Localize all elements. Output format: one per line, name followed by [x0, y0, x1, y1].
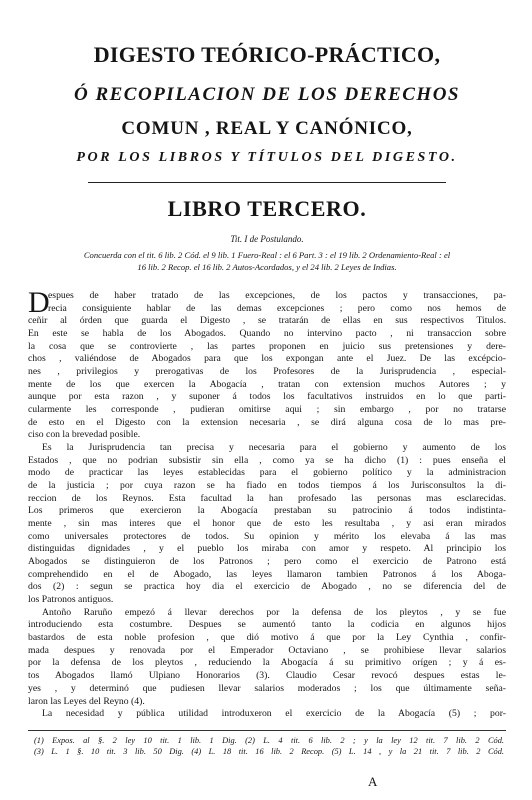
body-line: ciso con la brevedad posible. — [28, 429, 141, 441]
body-line: por la defensa de los pleytos , reduciendo la Abogacía á su primitivo orígen ; y á es- — [28, 657, 506, 669]
body-line: Antoño Raruño empezó á llevar derechos por la defensa de los pleytos , y se fue — [42, 606, 506, 618]
concordance-line: 16 lib. 2 Recop. el 16 lib. 2 Autos-Acordados, y el 24 lib. 2 Leyes de Indias. — [137, 262, 397, 272]
body-line: espues de haber tratado de las excepciones, de los pactos y transacciones, pa- — [48, 290, 506, 301]
body-text — [28, 286, 506, 721]
body-line: distinguidas dignidades , y el pueblo los miraba con amor y respeto. Al principio los — [28, 543, 506, 555]
body-line: Estados , que no podrian subsistir sin ella , como ya se ha dicho (1) : pues enseña el — [28, 454, 506, 466]
body-line: reccion de los Reynos. Esta facultad la han profesado las personas mas esclarecidas. — [28, 492, 506, 504]
concordance — [30, 249, 504, 273]
body-line: tos Abogados llamó Ulpiano Honorarios (3). Claudio Cesar revocó despues estas le- — [28, 670, 506, 682]
body-line: Es la Jurisprudencia tan precisa y necesaria para el gobierno y aumento de los — [42, 442, 506, 454]
body-line: mente , sin mas interes que el honor que de esto les resultaba , y asi eran mirados — [28, 518, 506, 530]
body-line: la cosa que se controvierte , las partes proponen en juicio sus pretensiones y dere- — [28, 340, 506, 352]
body-line: laron las Leyes del Reyno (4). — [28, 695, 145, 707]
body-line: dos (2) : segun se practica hoy dia el exercicio de Abogado , no se diferencia del de — [28, 581, 506, 593]
body-line: nes , privilegios y prerogativas de los Profesores de la Jurisprudencia , especial- — [28, 366, 506, 378]
body-line: introduciendo esta costumbre. Despues se aumentó tanto la codicia en algunos hijos — [28, 619, 506, 631]
body-line: chos , valiéndose de Abogados para que los expongan ante el Juez. De las excépcio- — [28, 353, 506, 365]
drop-cap: D — [28, 286, 50, 319]
footnote-divider — [28, 730, 506, 731]
title-divider — [88, 182, 446, 183]
title-line-2: Ó RECOPILACION DE LOS DERECHOS — [73, 84, 461, 105]
title-line-1: DIGESTO TEÓRICO-PRÁCTICO, — [93, 42, 441, 67]
body-line: de la justicia ; por cuya razon se ha fiado en todos tiempos á los Jurisconsultos la di- — [28, 480, 506, 492]
body-line: recia consiguiente hablar de las demas excepciones ; pero como nos hemos de — [48, 302, 506, 314]
footnote-line: (1) Expos. al §. 2 ley 10 tit. 1 lib. 1 Dig. (2) L. 4 tit. 6 lib. 2 ; y la ley 12 tit. 7 lib. 2 Cód. — [34, 736, 504, 745]
body-line: comprehendido en el de Abogado, las leyes llamaron tambien Patronos á los Aboga- — [28, 568, 506, 580]
signature-mark: A — [368, 774, 378, 789]
body-line: mente de los que exercen la Abogacía , tratan con extension muchos Autores ; y — [28, 378, 506, 390]
body-line: aunque por esta razon , y suponer á todos los facultativos instruidos en lo que parti- — [28, 391, 506, 403]
concordance-line: Concuerda con el tit. 6 lib. 2 Cód. el 9 lib. 1 Fuero-Real : el 6 Part. 3 : el 19 lib. 2 Ordenamiento-Real : el — [83, 250, 451, 260]
title-line-3: COMUN , REAL Y CANÓNICO, — [121, 118, 413, 139]
body-line: En este se habla de los Abogados. Quando no intervino pacto , ni transaccion sobre — [28, 328, 506, 340]
footnotes — [34, 735, 504, 757]
footnote-line: (3) L. 1 §. 10 tit. 3 lib. 50 Dig. (4) L. 18 tit. 16 lib. 2 Recop. (5) L. 14 , y la 21 tit. 7 lib. 2 Cód. — [34, 747, 504, 756]
page — [28, 0, 506, 800]
body-line: bastardos de esta noble profesion , que dió motivo á que por la Ley Cynthia , confir- — [28, 632, 506, 644]
body-line: cularmente les corresponde , pudieran omitirse aqui ; sin embargo , por no tratarse — [28, 404, 506, 416]
body-line: Los primeros que exercieron la Abogacía prestaban su patrocinio á todos indistinta- — [28, 505, 506, 517]
body-line: Abogados se distinguieron de los Patronos ; pero como el exercicio de Patrono está — [28, 556, 506, 568]
body-line: La necesidad y pública utilidad introduxeron el exercicio de la Abogacía (5) ; por- — [42, 708, 506, 720]
body-line: de esto en el Digesto con la extension necesaria , se dirá alguna cosa de lo mas pre- — [28, 416, 506, 428]
body-line: los Patronos antiguos. — [28, 594, 114, 606]
body-line: mada despues y renovada por el Emperador Octaviano , se prohibiese llevar salarios — [28, 644, 506, 656]
title-line-4: POR LOS LIBROS Y TÍTULOS DEL DIGESTO. — [76, 150, 458, 165]
body-line: yes , y determinó que pudiesen llevar salarios moderados ; los que últimamente seña- — [28, 682, 506, 694]
body-line: como universales protectores de todos. Su opinion y mérito los elevaba á las mas — [28, 530, 506, 542]
book-heading: LIBRO TERCERO. — [167, 196, 367, 221]
body-line: modo de practicar las leyes establecidas para el gobierno político y la administracion — [28, 467, 506, 479]
body-line: ceñir al órden que guarda el Digesto , se tratarán de ellas en sus respectivos Titulos. — [28, 315, 506, 327]
title-reference: Tit. I de Postulando. — [230, 234, 304, 244]
